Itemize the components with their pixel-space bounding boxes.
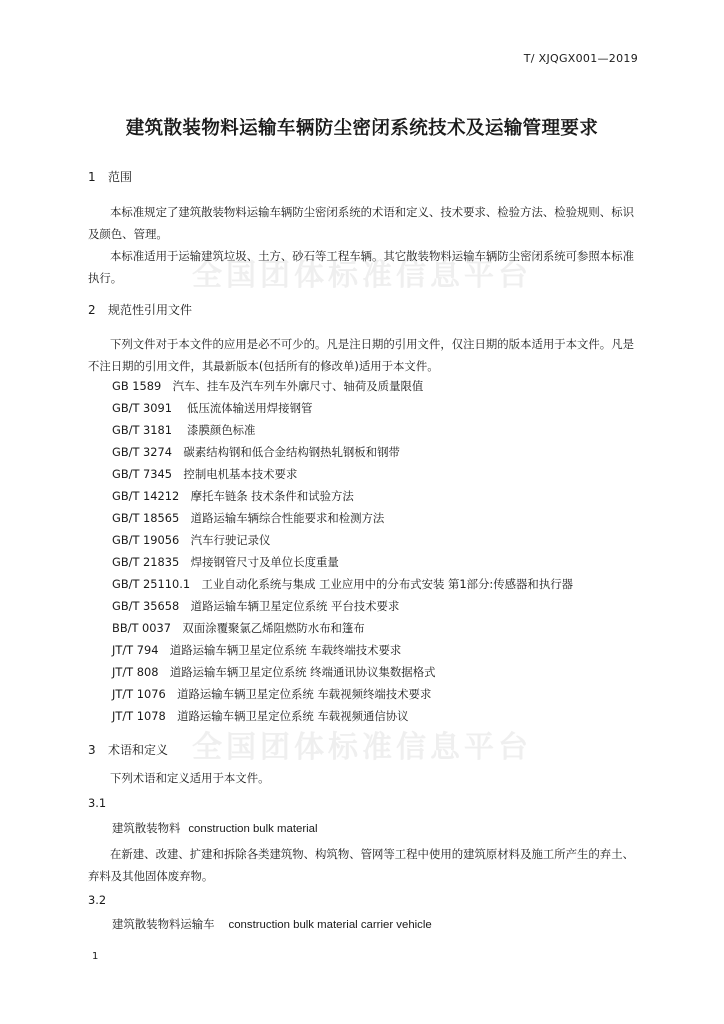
watermark-top: 全国团体标准信息平台	[192, 258, 532, 293]
section-title: 术语和定义	[108, 743, 169, 757]
term-chinese: 建筑散装物料	[112, 821, 181, 835]
document-code: T/ XJQGX001—2019	[523, 52, 638, 65]
definition-text: 在新建、改建、扩建和拆除各类建筑物、构筑物、管网等工程中使用的建筑原材料及施工所产生的弃土、弃料及其他固体废弃物。	[88, 847, 634, 883]
definition-term	[112, 916, 432, 932]
section-3-heading	[88, 741, 168, 758]
reference-item: GB/T 3181 漆膜颜色标准	[112, 423, 256, 437]
reference-item: GB/T 7345 控制电机基本技术要求	[112, 467, 298, 481]
section-1-paragraph-1: 本标准规定了建筑散装物料运输车辆防尘密闭系统的术语和定义、技术要求、检验方法、检验规则、标识及颜色、管理。	[88, 205, 634, 241]
definition-term	[112, 820, 318, 836]
section-2-paragraph-1: 下列文件对于本文件的应用是必不可少的。凡是注日期的引用文件，仅注日期的版本适用于本文件。凡是不注日期的引用文件，其最新版本(包括所有的修改单)适用于本文件。	[88, 337, 634, 373]
term-english: construction bulk material carrier vehicle	[228, 919, 432, 931]
section-title: 范围	[108, 170, 133, 184]
reference-item: GB/T 19056 汽车行驶记录仪	[112, 533, 271, 547]
section-number: 2	[88, 303, 96, 317]
reference-item: GB/T 14212 摩托车链条 技术条件和试验方法	[112, 489, 354, 503]
page-number: 1	[92, 951, 99, 962]
section-number: 1	[88, 170, 96, 184]
reference-item: GB/T 3091 低压流体输送用焊接钢管	[112, 401, 313, 415]
reference-item: JT/T 794 道路运输车辆卫星定位系统 车载终端技术要求	[112, 643, 402, 657]
definition-number: 3.1	[88, 796, 107, 810]
section-3-intro: 下列术语和定义适用于本文件。	[110, 771, 270, 785]
term-english: construction bulk material	[188, 823, 318, 835]
reference-item: JT/T 1076 道路运输车辆卫星定位系统 车载视频终端技术要求	[112, 687, 432, 701]
section-number: 3	[88, 743, 96, 757]
reference-item: JT/T 808 道路运输车辆卫星定位系统 终端通讯协议集数据格式	[112, 665, 436, 679]
section-2-heading	[88, 301, 192, 318]
section-1-heading	[88, 168, 132, 185]
page-title: 建筑散装物料运输车辆防尘密闭系统技术及运输管理要求	[125, 118, 599, 139]
definition-number: 3.2	[88, 893, 107, 907]
section-1-paragraph-2: 本标准适用于运输建筑垃圾、土方、砂石等工程车辆。其它散装物料运输车辆防尘密闭系统可参照本标准执行。	[88, 249, 634, 285]
reference-item: GB/T 25110.1 工业自动化系统与集成 工业应用中的分布式安装 第1部分:传感器和执行器	[112, 577, 573, 591]
term-chinese: 建筑散装物料运输车	[112, 917, 215, 931]
reference-item: GB/T 35658 道路运输车辆卫星定位系统 平台技术要求	[112, 599, 400, 613]
watermark-bottom: 全国团体标准信息平台	[192, 730, 532, 765]
reference-item: GB 1589 汽车、挂车及汽车列车外廓尺寸、轴荷及质量限值	[112, 379, 424, 393]
reference-item: BB/T 0037 双面涂覆聚氯乙烯阻燃防水布和篷布	[112, 621, 365, 635]
reference-item: GB/T 3274 碳素结构钢和低合金结构钢热轧钢板和钢带	[112, 445, 400, 459]
reference-item: GB/T 18565 道路运输车辆综合性能要求和检测方法	[112, 511, 385, 525]
reference-item: JT/T 1078 道路运输车辆卫星定位系统 车载视频通信协议	[112, 709, 409, 723]
reference-item: GB/T 21835 焊接钢管尺寸及单位长度重量	[112, 555, 339, 569]
section-title: 规范性引用文件	[108, 303, 193, 317]
